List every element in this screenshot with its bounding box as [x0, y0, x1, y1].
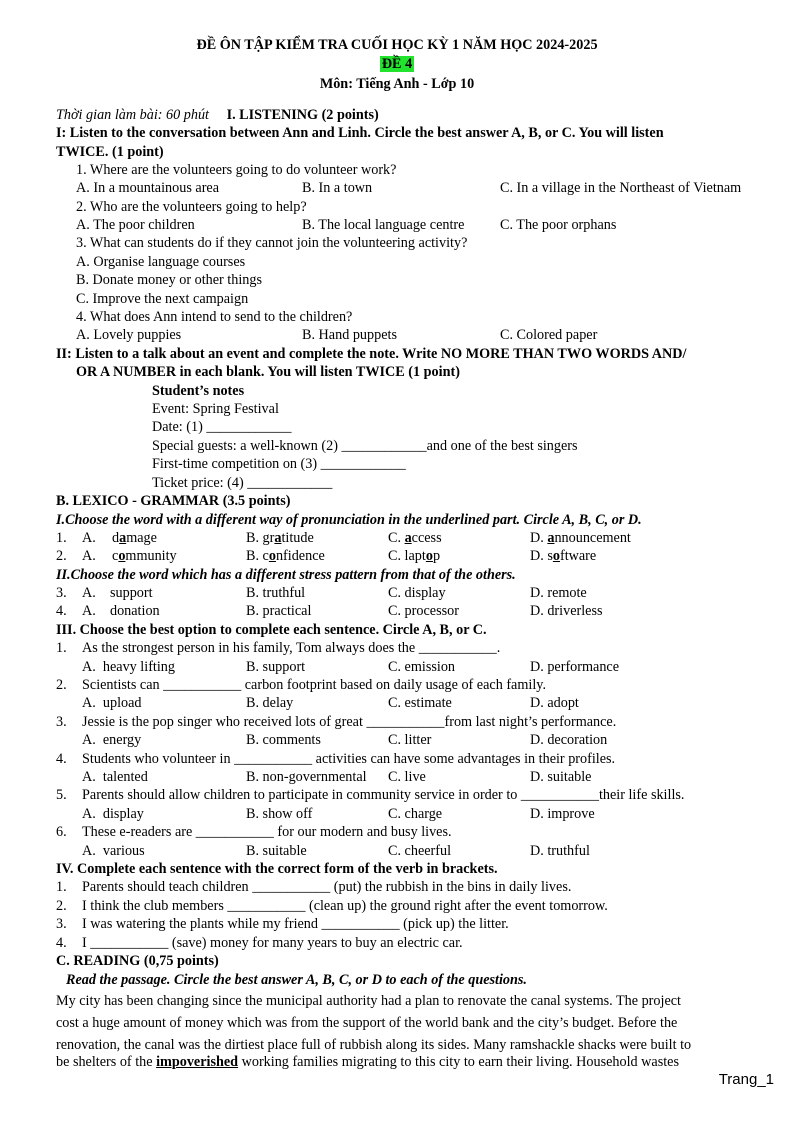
option-b: B. practical — [246, 603, 312, 619]
question-text: I think the club members ___________ (clean up) the ground right after the event tomorrow. — [82, 898, 608, 914]
option-d: D. improve — [530, 806, 595, 822]
note-competition: First-time competition on (3) ____________ — [152, 456, 406, 472]
option-d: D. software — [530, 548, 597, 564]
reading-title: C. READING (0,75 points) — [56, 953, 219, 969]
option-a: A. support — [82, 585, 153, 601]
option-a: A. heavy lifting — [82, 659, 175, 675]
reading-instruction: Read the passage. Circle the best answer A, B, C, or D to each of the questions. — [66, 972, 527, 988]
question-text: Parents should teach children ___________ (put) the rubbish in the bins in daily lives. — [82, 879, 572, 895]
question-number: 3. — [56, 714, 67, 730]
reading-line-2: cost a huge amount of money which was from the support of the world bank and the city’s budget. Before the — [56, 1015, 678, 1031]
question-text: Students who volunteer in ___________ activities can have some advantages in their profiles. — [82, 751, 616, 767]
option-d: D. decoration — [530, 732, 608, 748]
option-a: A. display — [82, 806, 144, 822]
exam-number-highlight: ĐỀ 4 — [381, 56, 413, 72]
option-b: B. show off — [246, 806, 313, 822]
notes-title: Student’s notes — [152, 383, 245, 399]
listening-part1-instruction: I: Listen to the conversation between Ann and Linh. Circle the best answer A, B, or C. You will listen — [56, 125, 664, 141]
option-d: D. remote — [530, 585, 587, 601]
option-a: A. upload — [82, 695, 142, 711]
option-b: B. In a town — [302, 180, 373, 196]
option-a: A. Organise language courses — [76, 254, 246, 270]
option-c: C. laptop — [388, 548, 441, 564]
question-text: I was watering the plants while my friend ___________ (pick up) the litter. — [82, 916, 509, 932]
listening-part2-instruction-cont: OR A NUMBER in each blank. You will listen TWICE (1 point) — [76, 364, 460, 380]
listening-title: I. LISTENING (2 points) — [226, 107, 379, 123]
option-d: D. suitable — [530, 769, 592, 785]
option-c: C. In a village in the Northeast of Vietnam — [500, 180, 742, 196]
option-d: D. truthful — [530, 843, 590, 859]
page-number: Trang_1 — [718, 1071, 774, 1088]
option-b: B. truthful — [246, 585, 306, 601]
reading-text: working families migrating to this city to earn their living. Household wastes — [238, 1054, 679, 1070]
option-b: B. Hand puppets — [302, 327, 397, 343]
mcq-instruction: III. Choose the best option to complete each sentence. Circle A, B, or C. — [56, 622, 487, 638]
option-c: C. charge — [388, 806, 443, 822]
option-a: A. talented — [82, 769, 148, 785]
option-b: B. The local language centre — [302, 217, 465, 233]
option-c: C. Improve the next campaign — [76, 291, 249, 307]
option-b: B. non-governmental — [246, 769, 367, 785]
option-a: A. Lovely puppies — [76, 327, 182, 343]
verb-form-instruction: IV. Complete each sentence with the correct form of the verb in brackets. — [56, 861, 498, 877]
option-a: A. The poor children — [76, 217, 195, 233]
option-c: C. display — [388, 585, 446, 601]
option-a: damage — [112, 530, 157, 546]
option-b: B. support — [246, 659, 306, 675]
option-c: C. litter — [388, 732, 432, 748]
option-d: D. performance — [530, 659, 620, 675]
question-number: 4. — [56, 603, 67, 619]
pronunciation-instruction: I.Choose the word with a different way of pronunciation in the underlined part. Circle A, B, C, or D. — [56, 512, 642, 528]
option-d: D. driverless — [530, 603, 603, 619]
note-date: Date: (1) ____________ — [152, 419, 292, 435]
option-a: A. In a mountainous area — [76, 180, 220, 196]
note-guests: Special guests: a well-known (2) ____________and one of the best singers — [152, 438, 578, 454]
option-a: A. energy — [82, 732, 142, 748]
option-a: A. various — [82, 843, 145, 859]
option-d: D. adopt — [530, 695, 579, 711]
listening-part1-instruction-cont: TWICE. (1 point) — [56, 144, 164, 160]
option-c: C. Colored paper — [500, 327, 598, 343]
option-c: C. emission — [388, 659, 456, 675]
vocab-impoverished: impoverished — [156, 1054, 239, 1070]
time-limit: Thời gian làm bài: 60 phút — [56, 107, 210, 123]
exam-title: ĐỀ ÔN TẬP KIỂM TRA CUỐI HỌC KỲ 1 NĂM HỌC 2024-2025 — [196, 37, 598, 53]
reading-line-4 — [56, 1053, 776, 1071]
listening-question-1: 1. Where are the volunteers going to do volunteer work? — [76, 162, 397, 178]
option-d: D. announcement — [530, 530, 631, 546]
option-b: B. Donate money or other things — [76, 272, 262, 288]
question-number: 3. — [56, 916, 67, 932]
question-number: 5. — [56, 787, 67, 803]
question-text: Jessie is the pop singer who received lots of great ___________from last night’s performance. — [82, 714, 617, 730]
listening-question-3: 3. What can students do if they cannot join the volunteering activity? — [76, 235, 468, 251]
listening-question-2: 2. Who are the volunteers going to help? — [76, 199, 307, 215]
option-a: A. donation — [82, 603, 160, 619]
question-text: As the strongest person in his family, Tom always does the ___________. — [82, 640, 501, 656]
stress-instruction: II.Choose the word which has a different stress pattern from that of the others. — [56, 567, 516, 583]
option-b: B. comments — [246, 732, 321, 748]
note-ticket: Ticket price: (4) ____________ — [152, 475, 333, 491]
question-text: Parents should allow children to participate in community service in order to ___________their life skills. — [82, 787, 685, 803]
question-text: Scientists can ___________ carbon footprint based on daily usage of each family. — [82, 677, 546, 693]
lexico-title: B. LEXICO - GRAMMAR (3.5 points) — [56, 493, 291, 509]
option-b: B. suitable — [246, 843, 307, 859]
question-number: 1. — [56, 640, 67, 656]
question-number: 4. — [56, 935, 67, 951]
listening-question-4: 4. What does Ann intend to send to the children? — [76, 309, 353, 325]
question-text: These e-readers are ___________ for our modern and busy lives. — [82, 824, 452, 840]
option-b: B. confidence — [246, 548, 325, 564]
listening-part2-instruction: II: Listen to a talk about an event and complete the note. Write NO MORE THAN TWO WORDS AND/ — [56, 346, 687, 362]
note-event: Event: Spring Festival — [152, 401, 279, 417]
option-c: C. live — [388, 769, 426, 785]
option-c: C. cheerful — [388, 843, 452, 859]
reading-line-3: renovation, the canal was the dirtiest place full of rubbish along its sides. Many ramshackle shacks were built to — [56, 1037, 692, 1053]
question-number: 2. — [56, 548, 67, 564]
listening-header-line — [56, 106, 776, 124]
option-c: C. The poor orphans — [500, 217, 617, 233]
question-number: 2. — [56, 898, 67, 914]
option-b: B. delay — [246, 695, 294, 711]
question-number: 2. — [56, 677, 67, 693]
question-number: 1. — [56, 530, 67, 546]
question-text: I ___________ (save) money for many years to buy an electric car. — [82, 935, 463, 951]
question-number: 4. — [56, 751, 67, 767]
option-c: C. estimate — [388, 695, 452, 711]
option-letter: A. — [82, 548, 96, 564]
reading-line-1: My city has been changing since the municipal authority had a plan to renovate the canal systems. The project — [56, 993, 681, 1009]
option-c: C. processor — [388, 603, 459, 619]
option-a: community — [112, 548, 177, 564]
exam-number — [0, 56, 794, 73]
option-c: C. access — [388, 530, 442, 546]
question-number: 3. — [56, 585, 67, 601]
option-letter: A. — [82, 530, 96, 546]
question-number: 1. — [56, 879, 67, 895]
option-b: B. gratitude — [246, 530, 314, 546]
exam-subject: Môn: Tiếng Anh - Lớp 10 — [319, 76, 475, 92]
question-number: 6. — [56, 824, 67, 840]
reading-text: be shelters of the — [56, 1054, 157, 1070]
